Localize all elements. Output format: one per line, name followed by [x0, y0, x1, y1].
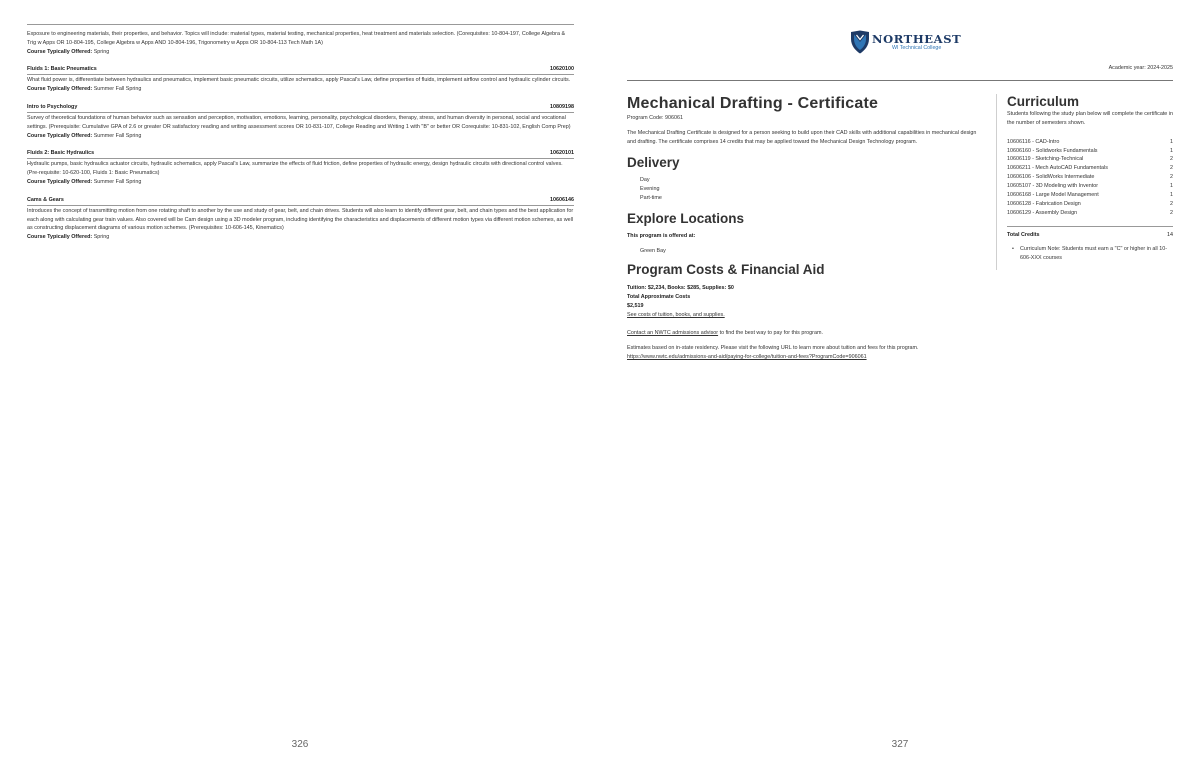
estimate-text: Estimates based on in-state residency. Please visit the following URL to learn more about tuition and fees for this program.: [627, 345, 919, 352]
offered-value: Spring: [93, 48, 110, 55]
course-description: Hydraulic pumps, basic hydraulics actuator circuits, hydraulic schematics, apply Pascal's Law, summarize the effects of fluid friction, define properties of hydraulic energy, design hydraulic circuits with directional control valves. (Pre-requisite: 10-620-100, Fluids 1: Basic Pneumatics): [27, 161, 563, 177]
curriculum-course: 10606119 - Sketching-Technical: [1007, 156, 1084, 163]
course-header: [27, 104, 574, 113]
curriculum-row: [1007, 147, 1173, 156]
location-item: Green Bay: [640, 248, 666, 255]
curriculum-course: 10606128 - Fabrication Design: [1007, 200, 1081, 207]
right-page: [600, 0, 1200, 776]
curriculum-credits: 1: [1170, 138, 1173, 145]
advisor-line: [627, 329, 977, 338]
tuition-url-link[interactable]: https://www.nwtc.edu/admissions-and-aid/paying-for-college/tuition-and-fees?ProgramCode=906061: [627, 354, 867, 361]
course-intro-block: [27, 24, 574, 56]
curriculum-heading: Curriculum: [1007, 94, 1080, 109]
logo-subtitle: WI Technical College: [891, 44, 942, 51]
curriculum-row: [1007, 173, 1173, 182]
course-description: What fluid power is, differentiate between hydraulics and pneumatics, implement basic pneumatic circuits, utilize schematics, apply Pascal's Law, define properties of fluids, implement airflow control and hydraulic cylinder circuits.: [27, 77, 571, 84]
course-header: [27, 197, 574, 206]
total-costs-value: $2,519: [627, 302, 644, 309]
total-credits-value: 14: [1167, 231, 1173, 238]
offered-value: Spring: [93, 234, 110, 241]
offered-label: Course Typically Offered:: [27, 132, 93, 139]
costs-block: [627, 284, 977, 319]
estimate-block: [627, 344, 977, 362]
curriculum-row: [1007, 138, 1173, 147]
curriculum-description: Students following the study plan below will complete the certificate in the number of semesters shown.: [1007, 111, 1174, 126]
course-code: 10606146: [550, 196, 574, 203]
costs-link[interactable]: See costs of tuition, books, and supplies.: [627, 311, 725, 318]
curriculum-course: 10606129 - Assembly Design: [1007, 209, 1078, 216]
curriculum-row: [1007, 182, 1173, 191]
curriculum-course: 10606211 - Mech AutoCAD Fundamentals: [1007, 165, 1108, 172]
course-descriptions: [27, 24, 574, 242]
costs-heading: Program Costs & Financial Aid: [627, 262, 825, 278]
college-logo: [850, 30, 961, 54]
course-block: [27, 66, 574, 94]
tuition-line: Tuition: $2,234, Books: $285, Supplies: $0: [627, 285, 734, 292]
program-description: The Mechanical Drafting Certificate is designed for a person seeking to build upon their CAD skills with additional capabilities in mechanical design and drafting. The certificate comprises 14 credits that may be applied toward the Mechanical Design Technology program.: [627, 130, 977, 145]
curriculum-row: [1007, 155, 1173, 164]
delivery-item: Evening: [640, 185, 660, 192]
delivery-item: Part-time: [640, 194, 662, 201]
offered-value: Summer Fall Spring: [93, 132, 142, 139]
advisor-text: to find the best way to pay for this program.: [718, 329, 823, 336]
course-description: Survey of theoretical foundations of human behavior such as sensation and perception, motivation, emotions, learning, personality, psychological disorders, therapy, stress, and human diversity in personal, social and vocational settings. (Prerequisite: Cumulative GPA of 2.6 or greater OR satisfactory reading and writing assessment scores OR 10-831-107, College Reading and Writing 1 with "B" or better OR Corequisite: 10-831-102, English Comp Prep): [27, 114, 571, 130]
curriculum-credits: 2: [1170, 174, 1173, 181]
course-block: [27, 150, 574, 186]
header-divider: [627, 80, 1173, 81]
offered-label: Course Typically Offered:: [27, 234, 93, 241]
course-offered: [27, 178, 574, 187]
curriculum-note: • Curriculum Note: Students must earn a "C" or higher in all 10-606-XXX courses: [1007, 245, 1173, 263]
curriculum-credits: 1: [1170, 147, 1173, 154]
offered-label: Course Typically Offered:: [27, 86, 93, 93]
total-credits-row: [1007, 226, 1173, 238]
course-title: Intro to Psychology: [27, 103, 78, 110]
course-description: Exposure to engineering materials, their properties, and behavior. Topics will include: material types, material testing, mechanical properties, heat treatment and materials selection. (Corequisites: 10-804-197, College Algebra & Trig w Apps OR 10-804-195, College Algebra w Apps AND 10-804-196, Trigonometry w Apps OR 10-804-113 Tech Math 1A): [27, 31, 566, 46]
course-title: Fluids 2: Basic Hydraulics: [27, 150, 95, 157]
curriculum-credits: 2: [1170, 156, 1173, 163]
program-main-column: [627, 94, 977, 362]
delivery-item: Day: [640, 177, 650, 183]
curriculum-course: 10606168 - Large Model Management: [1007, 192, 1099, 199]
total-credits-label: Total Credits: [1007, 231, 1040, 238]
course-header: [27, 150, 574, 159]
course-code: 10620101: [550, 150, 574, 157]
curriculum-credits: 2: [1170, 200, 1173, 207]
curriculum-row: [1007, 209, 1173, 218]
curriculum-credits: 1: [1170, 183, 1173, 190]
page-number: 326: [291, 739, 309, 750]
page-number: 327: [891, 739, 909, 750]
academic-year: Academic year: 2024-2025: [1108, 65, 1173, 71]
curriculum-row: [1007, 191, 1173, 200]
curriculum-column: [996, 94, 1173, 270]
curriculum-course: 10606116 - CAD-Intro: [1007, 138, 1060, 145]
delivery-heading: Delivery: [627, 155, 680, 170]
course-title: Cams & Gears: [27, 196, 64, 203]
curriculum-course-list: [1007, 138, 1173, 218]
logo-name: NORTHEAST: [872, 31, 962, 46]
delivery-list: [627, 176, 977, 202]
offered-label: Course Typically Offered:: [27, 48, 93, 55]
curriculum-credits: 2: [1170, 209, 1173, 216]
course-offered: [27, 233, 574, 242]
advisor-link[interactable]: Contact an NWTC admissions advisor: [627, 329, 719, 336]
program-title: Mechanical Drafting - Certificate: [627, 95, 879, 112]
course-offered: [27, 85, 574, 94]
offered-value: Summer Fall Spring: [93, 86, 142, 93]
course-header: [27, 66, 574, 75]
curriculum-course: 10605107 - 3D Modeling with Inventor: [1007, 183, 1099, 190]
curriculum-course: 10606160 - Solidworks Fundamentals: [1007, 147, 1098, 154]
offered-value: Summer Fall Spring: [93, 178, 142, 185]
total-costs-label: Total Approximate Costs: [627, 294, 691, 301]
course-description: Introduces the concept of transmitting motion from one rotating shaft to another by the use and study of gear, belt, and chain drives. Students will also learn to identify different gear, belt, and chain types and the best application for each along with calculating gear train values. Also covered will be Cam design using a 3D modeler program, including identifying the characteristics and displacements of different motion types via different motion schemes, as well as constructing displacement diagrams of various motion schemes. (Prerequisites: 10-606-145, Kinematics): [27, 207, 574, 232]
course-code: 10809198: [550, 103, 574, 110]
shield-logo-icon: [850, 30, 870, 54]
locations-heading: Explore Locations: [627, 211, 745, 227]
course-title: Fluids 1: Basic Pneumatics: [27, 66, 97, 73]
course-code: 10620100: [550, 66, 574, 73]
offered-label: Course Typically Offered:: [27, 178, 93, 185]
curriculum-credits: 2: [1170, 165, 1173, 172]
curriculum-credits: 1: [1170, 192, 1173, 199]
curriculum-row: [1007, 200, 1173, 209]
course-block: [27, 197, 574, 242]
course-offered: [27, 48, 574, 57]
offered-at-label: This program is offered at:: [627, 233, 696, 240]
curriculum-course: 10606106 - SolidWorks Intermediate: [1007, 174, 1095, 181]
course-offered: [27, 132, 574, 141]
curriculum-row: [1007, 164, 1173, 173]
program-code: Program Code: 906061: [627, 115, 684, 121]
course-block: [27, 104, 574, 140]
